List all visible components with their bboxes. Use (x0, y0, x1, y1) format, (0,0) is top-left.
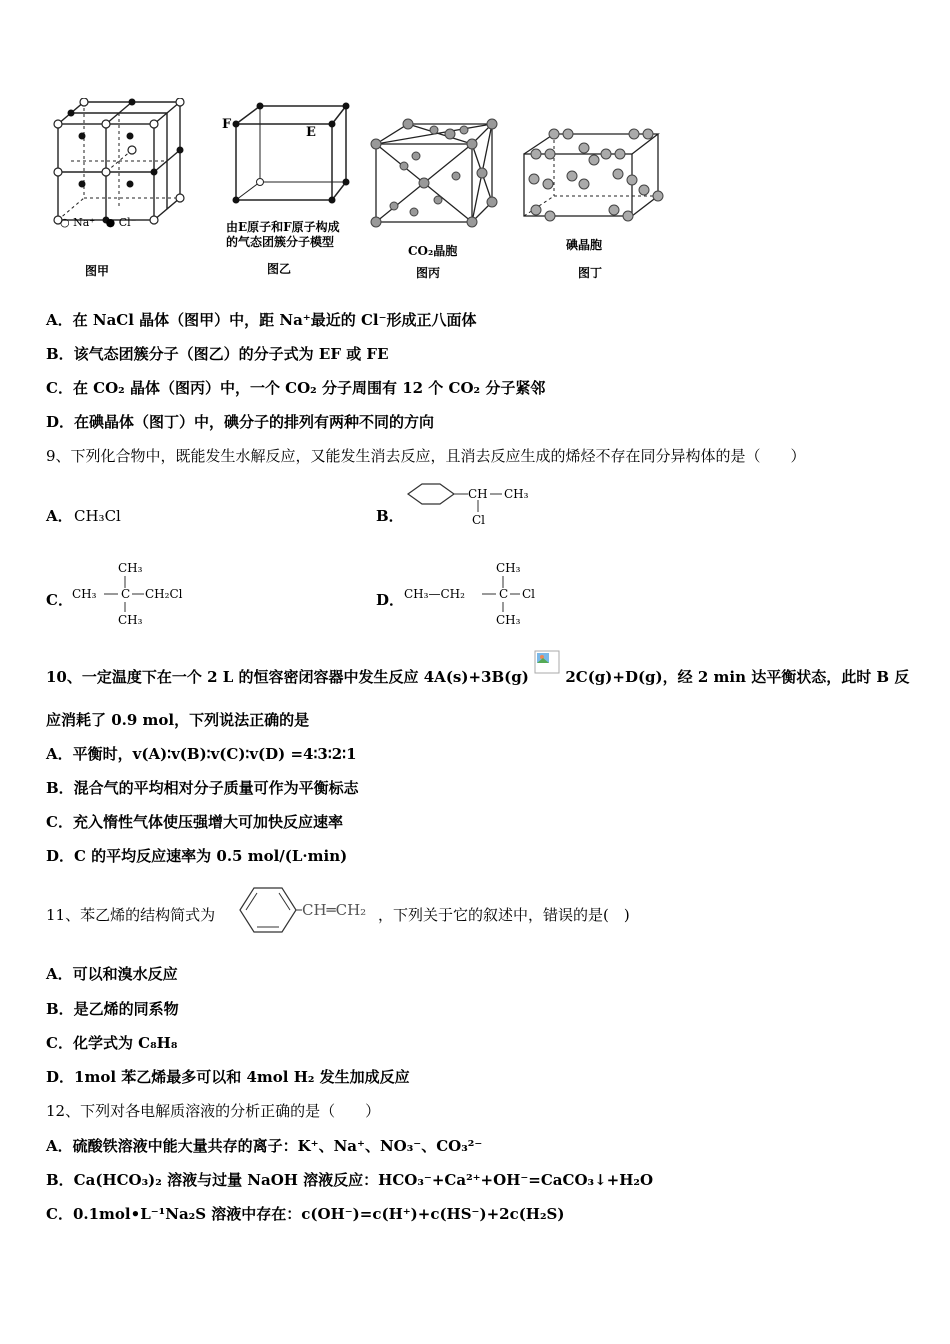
figure-jia-caption: 图甲 (85, 264, 110, 278)
nacl-legend (60, 216, 136, 229)
q9-c-center: C (121, 587, 131, 601)
q10-stem-part2: 2C(g)+D(g)，经 2 min 达平衡状态，此时 B 反 (565, 668, 910, 686)
q9-b-cl: Cl (472, 513, 486, 527)
figure-yi-caption: 图乙 (267, 262, 292, 276)
q8-option-a: A．在 NaCl 晶体（图甲）中，距 Na⁺最近的 Cl⁻形成正八面体 (46, 311, 477, 329)
q10-option-b: B．混合气的平均相对分子质量可作为平衡标志 (46, 779, 359, 797)
broken-image-icon (534, 650, 560, 674)
styrene-structure (232, 880, 378, 940)
co2-crystal-figure (364, 116, 504, 238)
q9-stem: 9、下列化合物中，既能发生水解反应，又能发生消去反应，且消去反应生成的烯烃不存在同分异构体的是（ ） (46, 447, 806, 465)
q9-d-label: D． (376, 591, 405, 609)
q9-a-label: A． (46, 507, 73, 525)
q9-c-right: CH₂Cl (145, 587, 183, 601)
q9-d-center: C (499, 587, 509, 601)
q12-stem: 12、下列对各电解质溶液的分析正确的是（ ） (46, 1102, 381, 1120)
q10-option-d: D．C 的平均反应速率为 0.5 mol/(L·min) (46, 847, 348, 865)
q9-c-structure (72, 558, 202, 628)
q10-stem-part3: 应消耗了 0.9 mol，下列说法正确的是 (46, 711, 310, 729)
q11-option-a: A．可以和溴水反应 (46, 965, 178, 983)
q9-b-ch: CH (468, 487, 488, 501)
q11-stem-part1: 11、苯乙烯的结构简式为 (46, 906, 216, 924)
figure-ding-caption: 图丁 (578, 266, 603, 280)
cl-legend-label: Cl⁻ (118, 216, 137, 229)
cluster-molecule-figure (222, 100, 357, 210)
q8-option-b: B．该气态团簇分子（图乙）的分子式为 EF 或 FE (46, 345, 389, 363)
q9-d-right: Cl (522, 587, 536, 601)
q9-c-label: C． (46, 591, 73, 609)
q8-option-c: C．在 CO₂ 晶体（图丙）中，一个 CO₂ 分子周围有 12 个 CO₂ 分子紧邻 (46, 379, 546, 397)
na-legend-label: Na⁺ (73, 216, 96, 229)
label-e: E (306, 125, 316, 140)
q9-d-structure (404, 558, 554, 628)
figure-yi-desc-2: 的气态团簇分子模型 (226, 235, 335, 249)
q10-stem-part1: 10、一定温度下在一个 2 L 的恒容密闭容器中发生反应 4A(s)+3B(g) (46, 668, 529, 686)
nacl-crystal-figure (50, 98, 185, 228)
q9-a-formula: CH₃Cl (74, 507, 121, 525)
figure-bing-caption: 图丙 (416, 266, 441, 280)
q9-c-top: CH₃ (118, 561, 143, 575)
q9-c-left: CH₃ (72, 587, 97, 601)
cl-legend-icon: ● (105, 216, 116, 229)
q9-b-ch3: CH₃ (504, 487, 529, 501)
q12-option-a: A．硫酸铁溶液中能大量共存的离子：K⁺、Na⁺、NO₃⁻、CO₃²⁻ (46, 1137, 483, 1155)
q11-stem-part2: ，下列关于它的叙述中，错误的是( ) (378, 906, 630, 924)
q11-option-c: C．化学式为 C₈H₈ (46, 1034, 178, 1052)
label-f: F (222, 117, 232, 132)
q9-b-label: B． (376, 507, 404, 525)
q9-d-top: CH₃ (496, 561, 521, 575)
q11-option-d: D．1mol 苯乙烯最多可以和 4mol H₂ 发生加成反应 (46, 1068, 410, 1086)
q11-option-b: B．是乙烯的同系物 (46, 1000, 179, 1018)
styrene-vinyl-text: CH═CH₂ (302, 901, 367, 919)
q9-b-structure (404, 478, 544, 530)
q12-option-c: C．0.1mol•L⁻¹Na₂S 溶液中存在：c(OH⁻)=c(H⁺)+c(HS⁻)+2c(H₂S) (46, 1205, 565, 1223)
na-legend-icon: ○ (60, 216, 70, 229)
q12-option-b: B．Ca(HCO₃)₂ 溶液与过量 NaOH 溶液反应：HCO₃⁻+Ca²⁺+OH⁻=CaCO₃↓+H₂O (46, 1171, 654, 1189)
q9-d-bottom: CH₃ (496, 613, 521, 627)
q8-option-d: D．在碘晶体（图丁）中，碘分子的排列有两种不同的方向 (46, 413, 435, 431)
q10-option-a: A．平衡时，v(A)∶v(B)∶v(C)∶v(D) =4∶3∶2∶1 (46, 745, 357, 763)
q10-option-c: C．充入惰性气体使压强增大可加快反应速率 (46, 813, 343, 831)
figure-bing-desc: CO₂晶胞 (408, 244, 458, 258)
figure-yi-desc-1: 由E原子和F原子构成 (226, 220, 340, 234)
figure-ding-desc: 碘晶胞 (566, 238, 603, 252)
q9-c-bottom: CH₃ (118, 613, 143, 627)
iodine-crystal-figure (514, 124, 664, 224)
q9-d-left: CH₃—CH₂ (404, 587, 465, 601)
